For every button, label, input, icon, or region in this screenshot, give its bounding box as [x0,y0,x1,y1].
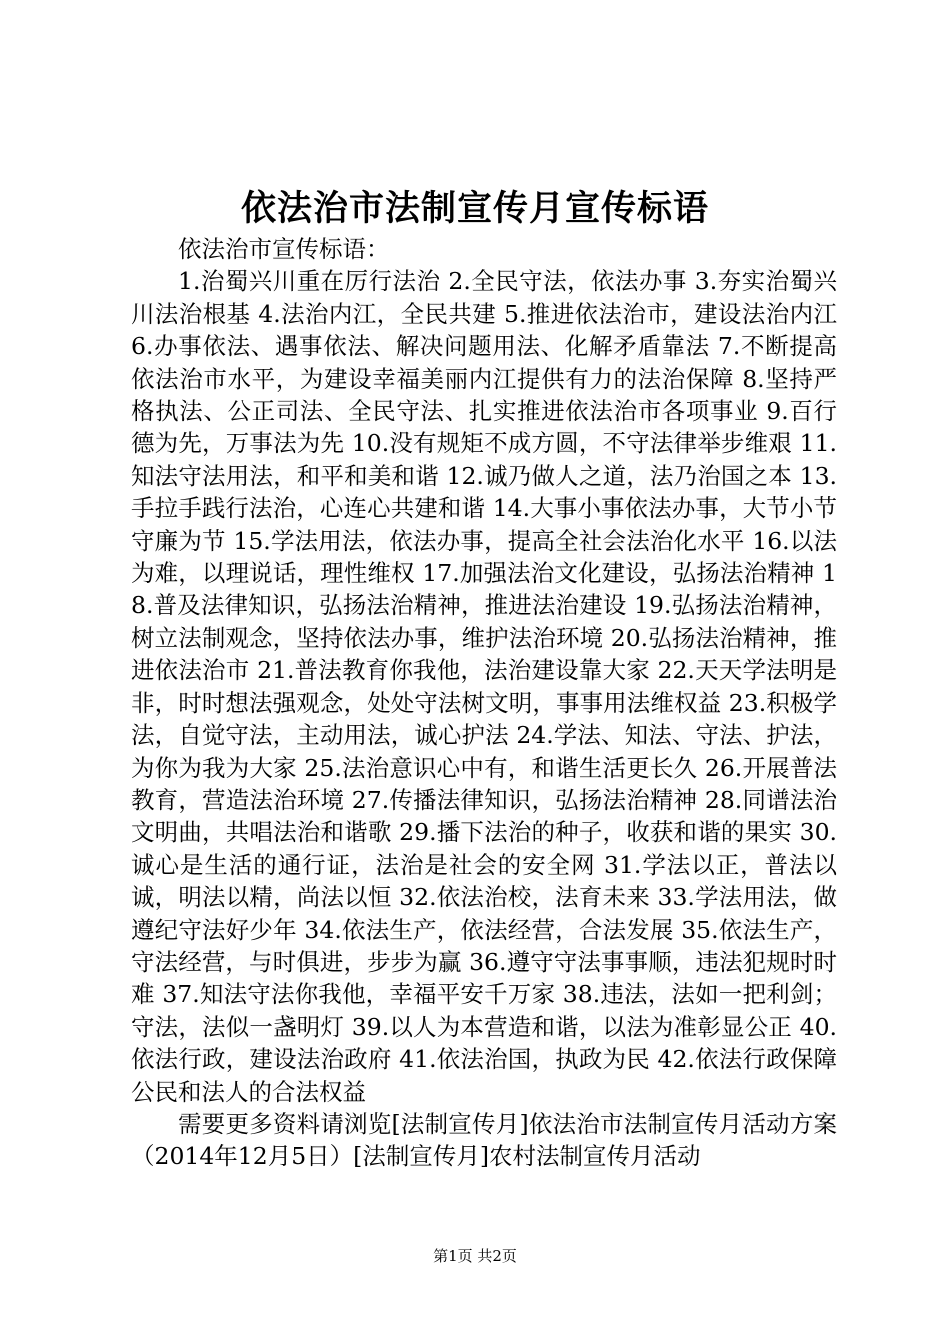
document-body [131,233,837,1173]
slogans-paragraph: 1.治蜀兴川重在厉行法治 2.全民守法，依法办事 3.夯实治蜀兴川法治根基 4.法治内江，全民共建 5.推进依法治市，建设法治内江 6.办事依法、遇事依法、解决问题用法、化解矛盾靠法 7.不断提高依法治市水平，为建设幸福美丽内江提供有力的法治保障 8.坚持严格执法、公正司法、全民守法、扎实推进依法治市各项事业 9.百行德为先，万事法为先 10.没有规矩不成方圆，不守法律举步维艰 11.知法守法用法，和平和美和谐 12.诚乃做人之道，法乃治国之本 13.手拉手践行法治，心连心共建和谐 14.大事小事依法办事，大节小节守廉为节 15.学法用法，依法办事，提高全社会法治化水平 16.以法为难，以理说话，理性维权 17.加强法治文化建设，弘扬法治精神 18.普及法律知识，弘扬法治精神，推进法治建设 19.弘扬法治精神，树立法制观念，坚持依法办事，维护法治环境 20.弘扬法治精神，推进依法治市 21.普法教育你我他，法治建设靠大家 22.天天学法明是非，时时想法强观念，处处守法树文明，事事用法维权益 23.积极学法，自觉守法，主动用法，诚心护法 24.学法、知法、守法、护法，为你为我为大家 25.法治意识心中有，和谐生活更长久 26.开展普法教育，营造法治环境 27.传播法律知识，弘扬法治精神 28.同谱法治文明曲，共唱法治和谐歌 29.播下法治的种子，收获和谐的果实 30.诚心是生活的通行证，法治是社会的安全网 31.学法以正，普法以诚，明法以精，尚法以恒 32.依法治校，法育未来 33.学法用法，做遵纪守法好少年 34.依法生产，依法经营，合法发展 35.依法生产，守法经营，与时俱进，步步为赢 36.遵守守法事事顺，违法犯规时时难 37.知法守法你我他，幸福平安千万家 38.违法，法如一把利剑；守法，法似一盏明灯 39.以人为本营造和谐，以法为准彰显公正 40.依法行政，建设法治政府 41.依法治国，执政为民 42.依法行政保障公民和法人的合法权益 [131,267,837,1106]
intro-paragraph: 依法治市宣传标语： [178,235,390,263]
page-number-footer: 第1页 共2页 [433,1247,517,1265]
more-info-paragraph: 需要更多资料请浏览[法制宣传月]依法治市法制宣传月活动方案（2014年12月5日）[法制宣传月]农村法制宣传月活动 [131,1109,837,1171]
document-title: 依法治市法制宣传月宣传标语 [240,188,709,229]
